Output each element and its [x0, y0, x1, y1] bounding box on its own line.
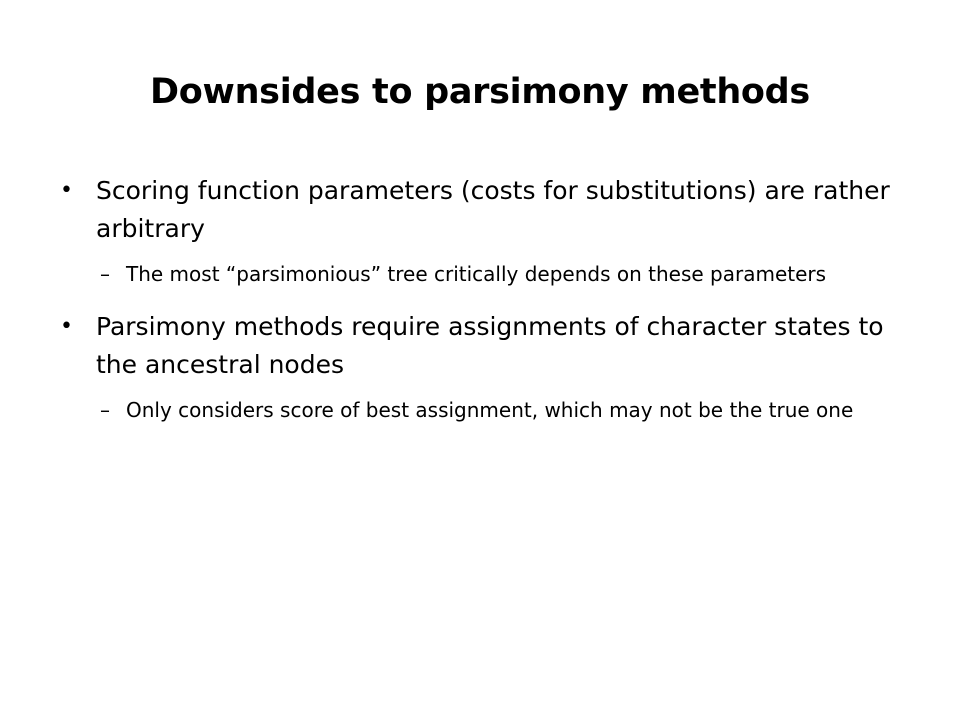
slide-content — [60, 172, 920, 444]
bullet-text: Scoring function parameters (costs for substitutions) are rather arbitrary — [96, 176, 890, 243]
bullet-marker: • — [60, 178, 73, 203]
sub-bullet-item — [100, 258, 920, 290]
sub-bullet-marker: – — [100, 398, 110, 422]
sub-bullet-marker: – — [100, 262, 110, 286]
bullet-item — [60, 308, 920, 384]
bullet-item — [60, 172, 920, 248]
sub-bullet-item — [100, 394, 920, 426]
sub-bullet-text: The most “parsimonious” tree critically depends on these parameters — [126, 262, 827, 286]
slide-title: Downsides to parsimony methods — [150, 72, 810, 112]
bullet-text: Parsimony methods require assignments of character states to the ancestral nodes — [96, 312, 884, 379]
sub-bullet-text: Only considers score of best assignment, which may not be the true one — [126, 398, 854, 422]
bullet-marker: • — [60, 314, 73, 339]
